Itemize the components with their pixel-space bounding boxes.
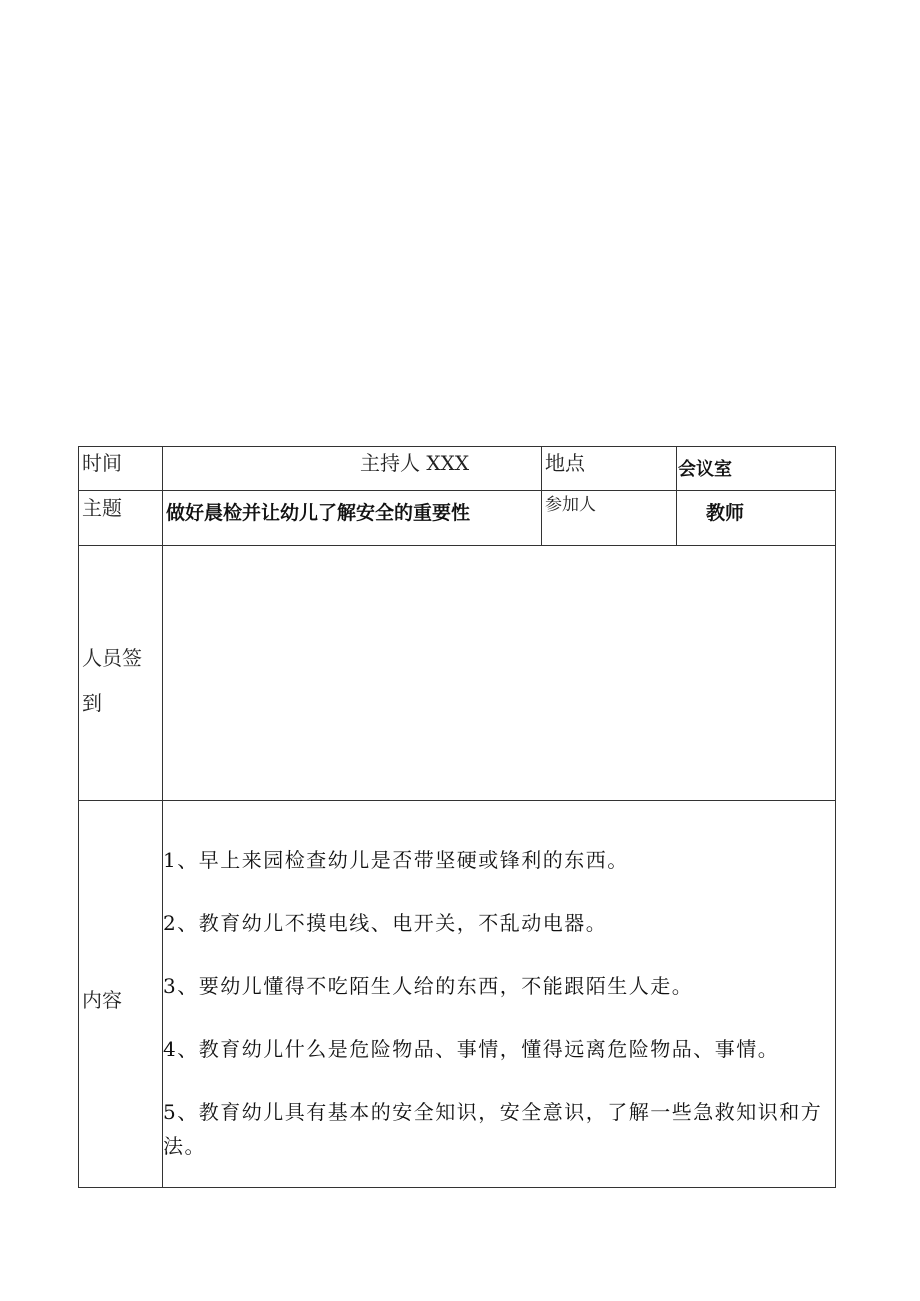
content-item-1: 1、早上来园检查幼儿是否带坚硬或锋利的东西。 — [163, 848, 629, 872]
place-label: 地点 — [545, 451, 585, 475]
table-border-bottom — [78, 1187, 836, 1188]
content-item-3: 3、要幼儿懂得不吃陌生人给的东西，不能跟陌生人走。 — [163, 974, 694, 998]
signin-label-line2: 到 — [82, 691, 102, 715]
participants-value: 教师 — [706, 502, 745, 524]
content-label: 内容 — [82, 988, 122, 1012]
table-border-left — [78, 446, 79, 1188]
table-border-top — [78, 446, 836, 447]
signin-label-line1: 人员签 — [82, 646, 142, 670]
table-border-right — [835, 446, 836, 1188]
signin-area — [163, 546, 835, 800]
participants-label: 参加人 — [545, 495, 596, 515]
table-column-divider-3 — [676, 446, 677, 546]
content-item-5: 5、教育幼儿具有基本的安全知识，安全意识，了解一些急救知识和方法。 — [163, 1100, 823, 1158]
content-item-2: 2、教育幼儿不摸电线、电开关，不乱动电器。 — [163, 911, 608, 935]
host-field: 主持人 XXX — [360, 451, 470, 475]
content-item-4: 4、教育幼儿什么是危险物品、事情，懂得远离危险物品、事情。 — [163, 1037, 780, 1061]
topic-label: 主题 — [82, 496, 122, 520]
time-label: 时间 — [82, 451, 122, 475]
place-value: 会议室 — [678, 459, 732, 480]
table-row-divider-1 — [78, 490, 836, 491]
topic-value: 做好晨检并让幼儿了解安全的重要性 — [166, 502, 471, 524]
table-column-divider-2 — [541, 446, 542, 546]
table-row-divider-3 — [78, 800, 836, 801]
